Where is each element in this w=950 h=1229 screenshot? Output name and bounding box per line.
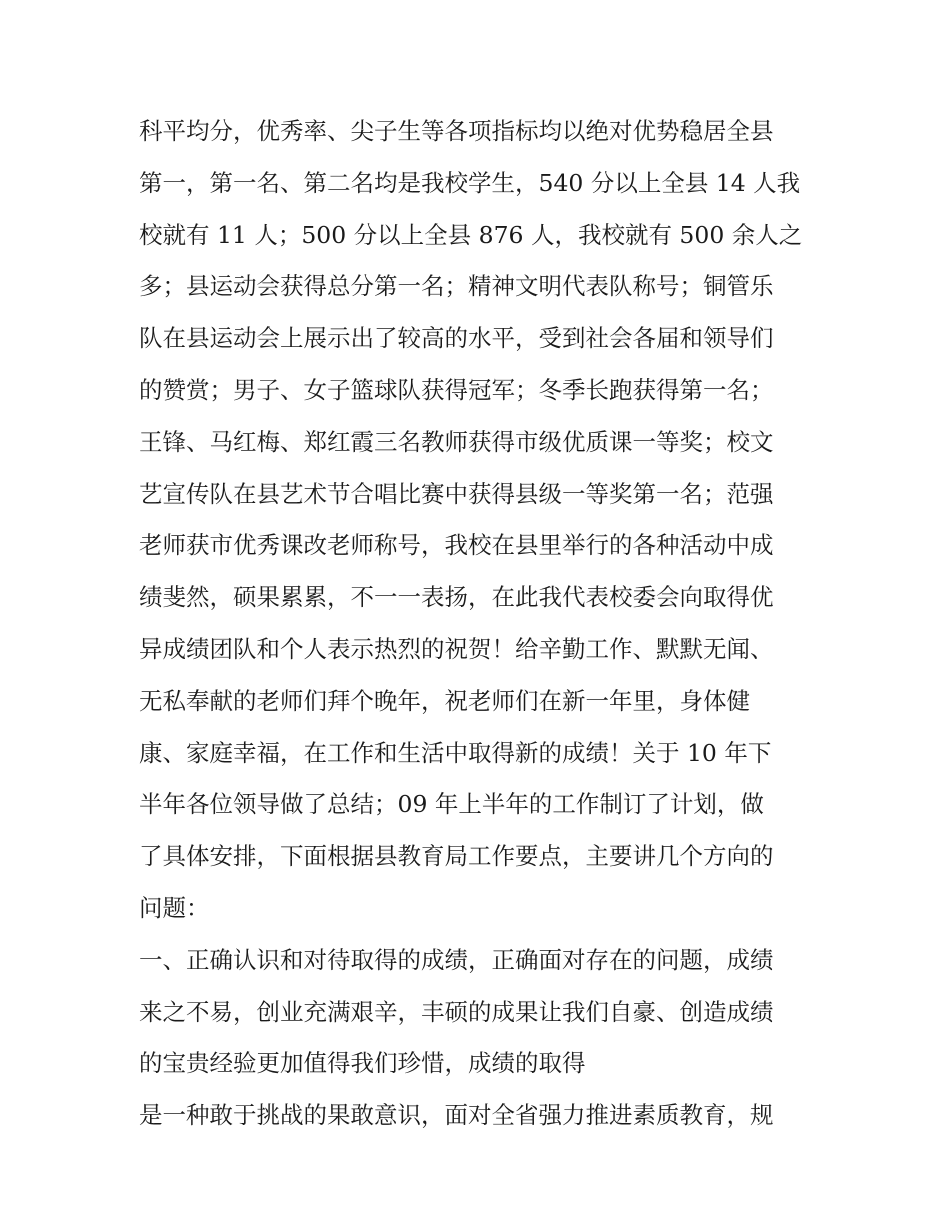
text-line: 校就有 11 人；500 分以上全县 876 人，我校就有 500 余人之 [139,220,803,249]
text-line: 老师获市优秀课改老师称号，我校在县里举行的各种活动中成 [139,531,774,560]
text-line: 问题： [139,893,210,922]
text-line: 队在县运动会上展示出了较高的水平，受到社会各届和领导们 [139,324,774,353]
text-line: 的赞赏；男子、女子篮球队获得冠军；冬季长跑获得第一名； [139,375,774,404]
text-line: 是一种敢于挑战的果敢意识，面对全省强力推进素质教育，规 [139,1101,774,1130]
text-line: 半年各位领导做了总结；09 年上半年的工作制订了计划，做 [139,790,764,819]
text-line: 的宝贵经验更加值得我们珍惜，成绩的取得 [139,1049,586,1078]
text-line: 异成绩团队和个人表示热烈的祝贺！给辛勤工作、默默无闻、 [139,634,774,663]
text-line: 一、正确认识和对待取得的成绩，正确面对存在的问题，成绩 [139,945,774,974]
text-line: 无私奉献的老师们拜个晚年，祝老师们在新一年里，身体健 [139,686,750,715]
text-line: 第一，第一名、第二名均是我校学生，540 分以上全县 14 人我 [139,168,801,197]
text-line: 了具体安排，下面根据县教育局工作要点，主要讲几个方向的 [139,842,774,871]
text-line: 艺宣传队在县艺术节合唱比赛中获得县级一等奖第一名；范强 [139,479,774,508]
text-line: 绩斐然，硕果累累，不一一表扬，在此我代表校委会向取得优 [139,583,774,612]
text-line: 来之不易，创业充满艰辛，丰硕的成果让我们自豪、创造成绩 [139,997,774,1026]
text-line: 科平均分，优秀率、尖子生等各项指标均以绝对优势稳居全县 [139,117,774,145]
body-text [139,106,829,1142]
text-line: 王锋、马红梅、郑红霞三名教师获得市级优质课一等奖；校文 [139,427,774,456]
text-line: 多；县运动会获得总分第一名；精神文明代表队称号；铜管乐 [139,272,774,301]
text-line: 康、家庭幸福，在工作和生活中取得新的成绩！关于 10 年下 [139,738,772,767]
